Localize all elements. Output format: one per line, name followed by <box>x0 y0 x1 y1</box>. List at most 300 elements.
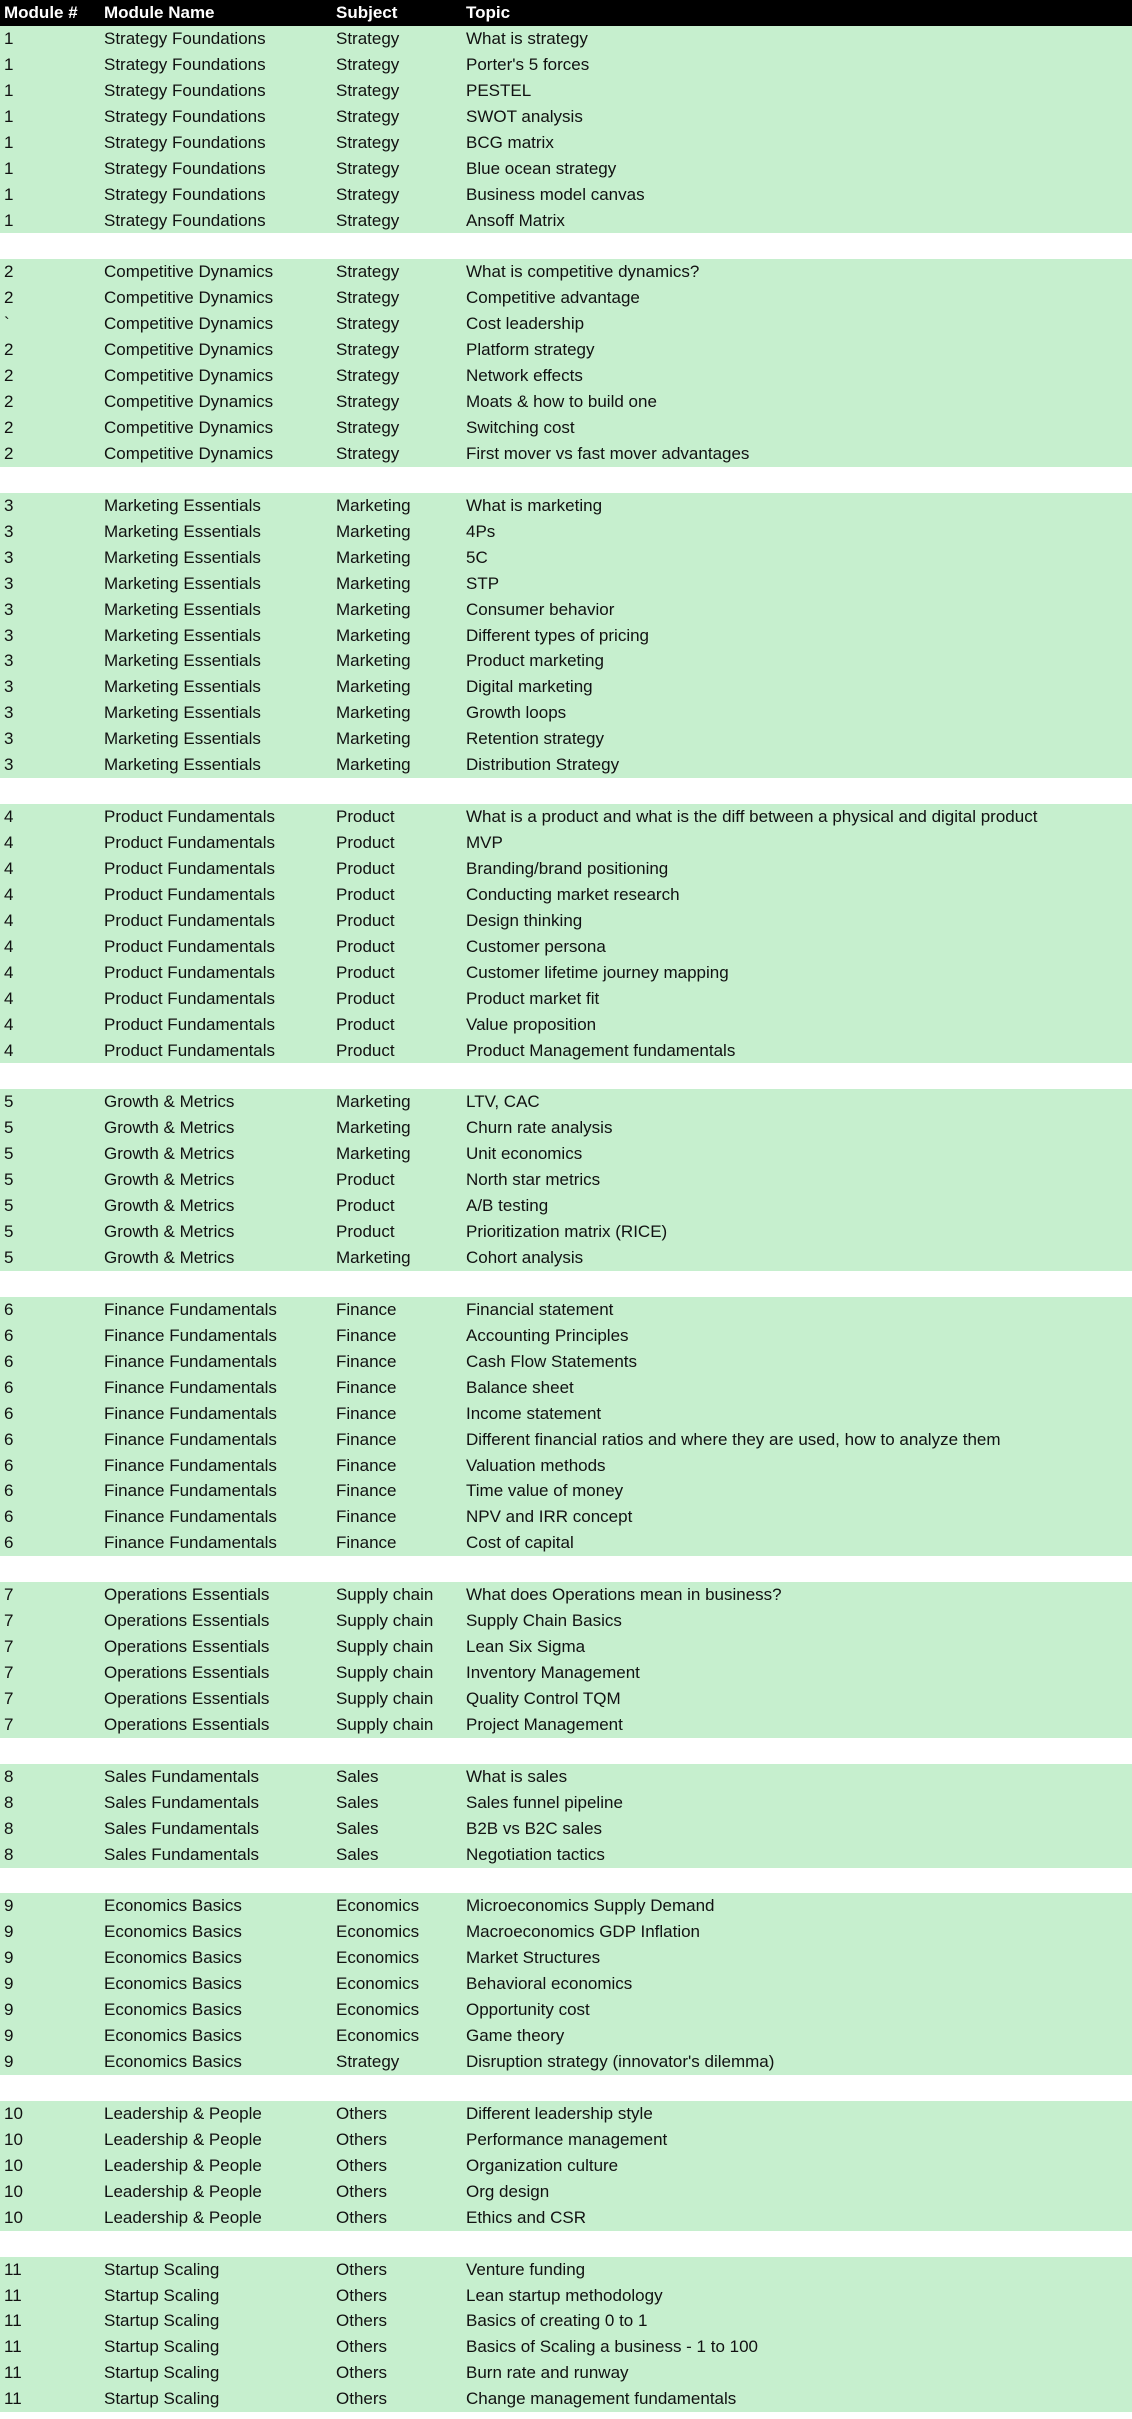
cell-module-number[interactable]: 8 <box>4 1844 14 1864</box>
cell-module-name[interactable]: Marketing Essentials <box>104 755 261 775</box>
cell-subject[interactable]: Others <box>336 2259 388 2279</box>
cell-module-number[interactable]: 9 <box>4 1922 14 1942</box>
cell-module-name[interactable]: Finance Fundamentals <box>104 1299 277 1319</box>
cell-module-name[interactable]: Strategy Foundations <box>104 132 266 152</box>
cell-module-number[interactable]: 3 <box>4 729 14 749</box>
cell-module-number[interactable]: 4 <box>4 936 14 956</box>
cell-topic[interactable]: What is sales <box>466 1766 568 1786</box>
cell-topic[interactable]: Value proposition <box>466 1014 597 1034</box>
cell-module-number[interactable]: 2 <box>4 392 14 412</box>
cell-subject[interactable]: Product <box>336 807 395 827</box>
cell-topic[interactable]: Cost leadership <box>466 314 585 334</box>
cell-module-number[interactable]: 6 <box>4 1403 14 1423</box>
cell-topic[interactable]: Consumer behavior <box>466 599 615 619</box>
cell-module-number[interactable]: 4 <box>4 962 14 982</box>
cell-topic[interactable]: Blue ocean strategy <box>466 158 617 178</box>
cell-module-number[interactable]: 9 <box>4 1896 14 1916</box>
cell-module-number[interactable]: 3 <box>4 755 14 775</box>
cell-module-name[interactable]: Growth & Metrics <box>104 1118 235 1138</box>
cell-subject[interactable]: Product <box>336 858 395 878</box>
cell-module-name[interactable]: Competitive Dynamics <box>104 340 274 360</box>
cell-topic[interactable]: Business model canvas <box>466 184 645 204</box>
cell-module-number[interactable]: 5 <box>4 1222 14 1242</box>
cell-subject[interactable]: Product <box>336 962 395 982</box>
cell-module-number[interactable]: 2 <box>4 288 14 308</box>
cell-module-number[interactable]: 3 <box>4 651 14 671</box>
cell-subject[interactable]: Strategy <box>336 54 400 74</box>
cell-module-name[interactable]: Leadership & People <box>104 2129 262 2149</box>
cell-module-number[interactable]: 9 <box>4 1948 14 1968</box>
cell-topic[interactable]: Switching cost <box>466 418 575 437</box>
cell-subject[interactable]: Supply chain <box>336 1611 434 1631</box>
cell-module-name[interactable]: Strategy Foundations <box>104 210 266 230</box>
cell-subject[interactable]: Strategy <box>336 158 400 178</box>
cell-module-name[interactable]: Strategy Foundations <box>104 106 266 126</box>
cell-topic[interactable]: Game theory <box>466 2026 565 2046</box>
cell-topic[interactable]: Digital marketing <box>466 677 593 697</box>
cell-module-name[interactable]: Marketing Essentials <box>104 677 261 697</box>
cell-topic[interactable]: Valuation methods <box>466 1455 606 1475</box>
cell-subject[interactable]: Economics <box>336 1948 420 1968</box>
cell-module-number[interactable]: 11 <box>4 2311 22 2331</box>
cell-module-name[interactable]: Startup Scaling <box>104 2337 220 2357</box>
cell-topic[interactable]: Product marketing <box>466 651 604 671</box>
cell-module-number[interactable]: 4 <box>4 858 14 878</box>
cell-topic[interactable]: What is strategy <box>466 28 588 48</box>
cell-topic[interactable]: Different leadership style <box>466 2103 653 2123</box>
cell-module-number[interactable]: 3 <box>4 573 14 593</box>
cell-subject[interactable]: Product <box>336 1170 395 1190</box>
cell-module-name[interactable]: Product Fundamentals <box>104 936 276 956</box>
cell-module-name[interactable]: Startup Scaling <box>104 2311 220 2331</box>
cell-module-name[interactable]: Finance Fundamentals <box>104 1481 277 1501</box>
cell-subject[interactable]: Product <box>336 1040 395 1060</box>
cell-module-name[interactable]: Economics Basics <box>104 2000 242 2020</box>
cell-topic[interactable]: Customer persona <box>466 936 606 956</box>
cell-module-name[interactable]: Product Fundamentals <box>104 884 276 904</box>
cell-subject[interactable]: Finance <box>336 1429 397 1449</box>
cell-subject[interactable]: Sales <box>336 1766 379 1786</box>
cell-topic[interactable]: North star metrics <box>466 1170 601 1190</box>
cell-subject[interactable]: Product <box>336 1014 395 1034</box>
cell-module-name[interactable]: Product Fundamentals <box>104 858 276 878</box>
cell-subject[interactable]: Economics <box>336 1896 420 1916</box>
cell-topic[interactable]: Inventory Management <box>466 1663 640 1682</box>
cell-module-number[interactable]: 1 <box>4 132 14 152</box>
cell-topic[interactable]: Income statement <box>466 1403 602 1423</box>
cell-subject[interactable]: Strategy <box>336 2052 400 2072</box>
cell-module-number[interactable]: 7 <box>4 1714 14 1734</box>
cell-subject[interactable]: Others <box>336 2129 388 2149</box>
cell-module-name[interactable]: Competitive Dynamics <box>104 443 274 463</box>
cell-module-number[interactable]: 1 <box>4 28 14 48</box>
cell-topic[interactable]: Growth loops <box>466 703 567 723</box>
cell-module-name[interactable]: Economics Basics <box>104 2026 242 2046</box>
cell-topic[interactable]: Competitive advantage <box>466 288 640 308</box>
cell-module-name[interactable]: Leadership & People <box>104 2207 262 2227</box>
cell-module-number[interactable]: 3 <box>4 703 14 723</box>
cell-topic[interactable]: Macroeconomics GDP Inflation <box>466 1922 701 1942</box>
cell-module-number[interactable]: 1 <box>4 158 14 178</box>
cell-subject[interactable]: Others <box>336 2285 388 2305</box>
cell-module-name[interactable]: Startup Scaling <box>104 2363 220 2383</box>
cell-module-number[interactable]: 4 <box>4 833 14 852</box>
cell-module-name[interactable]: Product Fundamentals <box>104 1040 276 1060</box>
cell-topic[interactable]: Cost of capital <box>466 1533 574 1553</box>
cell-module-number[interactable]: 1 <box>4 184 14 204</box>
cell-topic[interactable]: Distribution Strategy <box>466 755 620 775</box>
cell-module-number[interactable]: 1 <box>4 210 14 230</box>
cell-module-name[interactable]: Operations Essentials <box>104 1637 270 1657</box>
cell-subject[interactable]: Strategy <box>336 28 400 48</box>
cell-subject[interactable]: Finance <box>336 1325 397 1345</box>
cell-module-name[interactable]: Competitive Dynamics <box>104 418 274 437</box>
cell-module-name[interactable]: Strategy Foundations <box>104 158 266 178</box>
header-module-name[interactable]: Module Name <box>104 3 215 22</box>
cell-module-number[interactable]: 4 <box>4 910 14 930</box>
cell-module-name[interactable]: Product Fundamentals <box>104 962 276 982</box>
cell-module-number[interactable]: 1 <box>4 54 14 74</box>
cell-subject[interactable]: Others <box>336 2103 388 2123</box>
cell-topic[interactable]: Time value of money <box>466 1481 624 1501</box>
cell-topic[interactable]: Customer lifetime journey mapping <box>466 962 729 982</box>
cell-topic[interactable]: Cash Flow Statements <box>466 1351 638 1371</box>
cell-subject[interactable]: Finance <box>336 1299 397 1319</box>
cell-topic[interactable]: Behavioral economics <box>466 1974 633 1994</box>
cell-subject[interactable]: Strategy <box>336 184 400 204</box>
cell-module-number[interactable]: 4 <box>4 1040 14 1060</box>
cell-subject[interactable]: Sales <box>336 1818 379 1838</box>
cell-subject[interactable]: Strategy <box>336 340 400 360</box>
cell-subject[interactable]: Product <box>336 936 395 956</box>
cell-module-name[interactable]: Growth & Metrics <box>104 1144 235 1164</box>
spacer-row[interactable] <box>0 467 1132 493</box>
cell-module-number[interactable]: 5 <box>4 1092 14 1112</box>
cell-subject[interactable]: Others <box>336 2389 388 2409</box>
cell-subject[interactable]: Sales <box>336 1792 379 1812</box>
cell-subject[interactable]: Strategy <box>336 106 400 126</box>
cell-topic[interactable]: First mover vs fast mover advantages <box>466 443 750 463</box>
cell-topic[interactable]: Design thinking <box>466 910 583 930</box>
cell-subject[interactable]: Finance <box>336 1481 397 1501</box>
cell-module-number[interactable]: 3 <box>4 547 14 567</box>
cell-topic[interactable]: What is a product and what is the diff between a physical and digital product <box>466 807 1038 827</box>
cell-module-number[interactable]: 1 <box>4 80 14 100</box>
cell-subject[interactable]: Supply chain <box>336 1637 434 1657</box>
cell-topic[interactable]: Performance management <box>466 2129 668 2149</box>
cell-subject[interactable]: Economics <box>336 2000 420 2020</box>
cell-module-name[interactable]: Growth & Metrics <box>104 1092 235 1112</box>
cell-subject[interactable]: Sales <box>336 1844 379 1864</box>
cell-topic[interactable]: Ansoff Matrix <box>466 210 565 230</box>
cell-module-name[interactable]: Strategy Foundations <box>104 184 266 204</box>
cell-topic[interactable]: Project Management <box>466 1714 623 1734</box>
cell-subject[interactable]: Product <box>336 1196 395 1216</box>
cell-subject[interactable]: Product <box>336 910 395 930</box>
cell-module-name[interactable]: Economics Basics <box>104 2052 242 2072</box>
cell-topic[interactable]: Conducting market research <box>466 884 680 904</box>
cell-topic[interactable]: Prioritization matrix (RICE) <box>466 1222 668 1242</box>
spacer-row[interactable] <box>0 233 1132 259</box>
cell-subject[interactable]: Others <box>336 2181 388 2201</box>
cell-module-name[interactable]: Growth & Metrics <box>104 1222 235 1242</box>
cell-module-name[interactable]: Operations Essentials <box>104 1585 270 1605</box>
cell-module-number[interactable]: 4 <box>4 1014 14 1034</box>
cell-module-name[interactable]: Marketing Essentials <box>104 521 261 541</box>
cell-subject[interactable]: Finance <box>336 1351 397 1371</box>
spacer-row[interactable] <box>0 1063 1132 1089</box>
cell-module-name[interactable]: Operations Essentials <box>104 1663 270 1682</box>
cell-subject[interactable]: Others <box>336 2337 388 2357</box>
cell-module-name[interactable]: Finance Fundamentals <box>104 1533 277 1553</box>
cell-module-number[interactable]: 11 <box>4 2337 22 2357</box>
header-subject[interactable]: Subject <box>336 3 398 22</box>
cell-subject[interactable]: Others <box>336 2207 388 2227</box>
cell-module-name[interactable]: Competitive Dynamics <box>104 288 274 308</box>
cell-module-number[interactable]: 3 <box>4 677 14 697</box>
cell-module-name[interactable]: Strategy Foundations <box>104 54 266 74</box>
spacer-row[interactable] <box>0 1271 1132 1297</box>
cell-module-number[interactable]: 3 <box>4 495 14 515</box>
cell-module-number[interactable]: 7 <box>4 1585 14 1605</box>
cell-topic[interactable]: Supply Chain Basics <box>466 1611 622 1631</box>
cell-topic[interactable]: BCG matrix <box>466 132 554 152</box>
cell-module-name[interactable]: Growth & Metrics <box>104 1248 235 1267</box>
cell-module-number[interactable]: 8 <box>4 1818 14 1838</box>
cell-module-name[interactable]: Marketing Essentials <box>104 625 261 645</box>
cell-topic[interactable]: Different types of pricing <box>466 625 649 645</box>
cell-subject[interactable]: Marketing <box>336 521 411 541</box>
cell-subject[interactable]: Marketing <box>336 1248 411 1267</box>
cell-topic[interactable]: Financial statement <box>466 1299 614 1319</box>
cell-module-number[interactable]: 6 <box>4 1533 14 1553</box>
cell-subject[interactable]: Others <box>336 2311 388 2331</box>
cell-topic[interactable]: Different financial ratios and where they are used, how to analyze them <box>466 1429 1001 1449</box>
cell-module-number[interactable]: 2 <box>4 366 14 386</box>
cell-module-number[interactable]: 7 <box>4 1611 14 1631</box>
cell-module-number[interactable]: 3 <box>4 521 14 541</box>
cell-module-number[interactable]: 3 <box>4 599 14 619</box>
cell-module-name[interactable]: Product Fundamentals <box>104 1014 276 1034</box>
cell-topic[interactable]: Balance sheet <box>466 1377 574 1397</box>
cell-module-name[interactable]: Competitive Dynamics <box>104 366 274 386</box>
cell-subject[interactable]: Finance <box>336 1533 397 1553</box>
cell-subject[interactable]: Economics <box>336 1974 420 1994</box>
cell-module-name[interactable]: Operations Essentials <box>104 1714 270 1734</box>
cell-module-name[interactable]: Product Fundamentals <box>104 807 276 827</box>
cell-module-number[interactable]: 11 <box>4 2259 22 2279</box>
cell-subject[interactable]: Strategy <box>336 80 400 100</box>
cell-subject[interactable]: Marketing <box>336 755 411 775</box>
cell-module-name[interactable]: Economics Basics <box>104 1948 242 1968</box>
cell-topic[interactable]: A/B testing <box>466 1196 549 1216</box>
cell-subject[interactable]: Marketing <box>336 651 411 671</box>
cell-topic[interactable]: Organization culture <box>466 2155 619 2175</box>
cell-subject[interactable]: Finance <box>336 1377 397 1397</box>
cell-module-name[interactable]: Economics Basics <box>104 1922 242 1942</box>
cell-subject[interactable]: Marketing <box>336 703 411 723</box>
cell-topic[interactable]: Disruption strategy (innovator's dilemma) <box>466 2052 775 2072</box>
cell-topic[interactable]: B2B vs B2C sales <box>466 1818 603 1838</box>
cell-module-name[interactable]: Competitive Dynamics <box>104 314 274 334</box>
cell-module-number[interactable]: 10 <box>4 2155 23 2175</box>
cell-module-number[interactable]: 5 <box>4 1196 14 1216</box>
cell-module-name[interactable]: Product Fundamentals <box>104 910 276 930</box>
cell-module-number[interactable]: 11 <box>4 2389 22 2409</box>
spacer-row[interactable] <box>0 1868 1132 1894</box>
cell-module-number[interactable]: 5 <box>4 1248 14 1267</box>
cell-subject[interactable]: Others <box>336 2155 388 2175</box>
cell-module-number[interactable]: 9 <box>4 2052 14 2072</box>
cell-module-name[interactable]: Sales Fundamentals <box>104 1844 259 1864</box>
cell-module-name[interactable]: Marketing Essentials <box>104 573 261 593</box>
cell-module-number[interactable]: 9 <box>4 2026 14 2046</box>
cell-subject[interactable]: Strategy <box>336 443 400 463</box>
cell-module-name[interactable]: Finance Fundamentals <box>104 1351 277 1371</box>
cell-subject[interactable]: Strategy <box>336 314 400 334</box>
cell-topic[interactable]: Sales funnel pipeline <box>466 1792 623 1812</box>
cell-module-name[interactable]: Strategy Foundations <box>104 80 266 100</box>
cell-topic[interactable]: Retention strategy <box>466 729 604 749</box>
cell-subject[interactable]: Marketing <box>336 677 411 697</box>
cell-topic[interactable]: Network effects <box>466 366 583 386</box>
cell-module-number[interactable]: 9 <box>4 1974 14 1994</box>
cell-subject[interactable]: Product <box>336 884 395 904</box>
cell-subject[interactable]: Product <box>336 988 395 1008</box>
cell-subject[interactable]: Marketing <box>336 547 411 567</box>
cell-module-number[interactable]: 1 <box>4 106 14 126</box>
cell-topic[interactable]: STP <box>466 573 500 593</box>
cell-subject[interactable]: Others <box>336 2363 388 2383</box>
cell-module-name[interactable]: Competitive Dynamics <box>104 262 274 282</box>
cell-module-number[interactable]: 5 <box>4 1118 14 1138</box>
cell-module-number[interactable]: 10 <box>4 2207 23 2227</box>
cell-module-number[interactable]: 8 <box>4 1792 14 1812</box>
cell-subject[interactable]: Strategy <box>336 366 400 386</box>
cell-module-number[interactable]: ` <box>4 314 10 334</box>
cell-module-name[interactable]: Finance Fundamentals <box>104 1507 277 1527</box>
cell-subject[interactable]: Supply chain <box>336 1585 434 1605</box>
cell-topic[interactable]: 4Ps <box>466 521 496 541</box>
cell-module-name[interactable]: Competitive Dynamics <box>104 392 274 412</box>
cell-topic[interactable]: PESTEL <box>466 80 532 100</box>
cell-module-number[interactable]: 4 <box>4 988 14 1008</box>
cell-topic[interactable]: Lean startup methodology <box>466 2285 663 2305</box>
cell-subject[interactable]: Marketing <box>336 573 411 593</box>
cell-module-name[interactable]: Startup Scaling <box>104 2259 220 2279</box>
spacer-row[interactable] <box>0 1556 1132 1582</box>
cell-module-name[interactable]: Economics Basics <box>104 1896 242 1916</box>
cell-topic[interactable]: Cohort analysis <box>466 1248 584 1267</box>
spacer-row[interactable] <box>0 778 1132 804</box>
cell-module-number[interactable]: 2 <box>4 443 14 463</box>
cell-module-number[interactable]: 6 <box>4 1507 14 1527</box>
cell-module-number[interactable]: 4 <box>4 884 14 904</box>
header-module-number[interactable]: Module # <box>4 3 78 22</box>
cell-module-number[interactable]: 2 <box>4 340 14 360</box>
cell-topic[interactable]: SWOT analysis <box>466 106 583 126</box>
cell-module-number[interactable]: 11 <box>4 2363 22 2383</box>
cell-module-number[interactable]: 10 <box>4 2103 23 2123</box>
cell-subject[interactable]: Marketing <box>336 1118 411 1138</box>
cell-module-name[interactable]: Marketing Essentials <box>104 729 261 749</box>
cell-module-number[interactable]: 7 <box>4 1688 14 1708</box>
cell-module-name[interactable]: Operations Essentials <box>104 1611 270 1631</box>
cell-module-number[interactable]: 6 <box>4 1377 14 1397</box>
cell-module-name[interactable]: Finance Fundamentals <box>104 1429 277 1449</box>
cell-topic[interactable]: Change management fundamentals <box>466 2389 737 2409</box>
spacer-row[interactable] <box>0 2075 1132 2101</box>
cell-topic[interactable]: Porter's 5 forces <box>466 54 590 74</box>
cell-module-number[interactable]: 8 <box>4 1766 14 1786</box>
spacer-row[interactable] <box>0 1738 1132 1764</box>
cell-module-name[interactable]: Economics Basics <box>104 1974 242 1994</box>
cell-module-number[interactable]: 10 <box>4 2181 23 2201</box>
cell-module-number[interactable]: 3 <box>4 625 14 645</box>
cell-subject[interactable]: Strategy <box>336 210 400 230</box>
cell-module-name[interactable]: Strategy Foundations <box>104 28 266 48</box>
cell-module-number[interactable]: 2 <box>4 418 14 437</box>
cell-module-name[interactable]: Sales Fundamentals <box>104 1792 259 1812</box>
cell-module-number[interactable]: 10 <box>4 2129 23 2149</box>
cell-module-number[interactable]: 6 <box>4 1351 14 1371</box>
cell-module-number[interactable]: 6 <box>4 1481 14 1501</box>
cell-subject[interactable]: Marketing <box>336 599 411 619</box>
cell-subject[interactable]: Product <box>336 833 395 852</box>
cell-topic[interactable]: Microeconomics Supply Demand <box>466 1896 715 1916</box>
cell-topic[interactable]: What does Operations mean in business? <box>466 1585 782 1605</box>
cell-topic[interactable]: Basics of creating 0 to 1 <box>466 2311 648 2331</box>
cell-topic[interactable]: Product Management fundamentals <box>466 1040 736 1060</box>
cell-module-number[interactable]: 11 <box>4 2285 22 2305</box>
cell-module-number[interactable]: 6 <box>4 1299 14 1319</box>
cell-topic[interactable]: Venture funding <box>466 2259 586 2279</box>
header-topic[interactable]: Topic <box>466 3 511 22</box>
cell-module-number[interactable]: 6 <box>4 1429 14 1449</box>
cell-topic[interactable]: Opportunity cost <box>466 2000 590 2020</box>
cell-subject[interactable]: Supply chain <box>336 1663 434 1682</box>
cell-subject[interactable]: Strategy <box>336 392 400 412</box>
cell-subject[interactable]: Supply chain <box>336 1688 434 1708</box>
cell-subject[interactable]: Marketing <box>336 625 411 645</box>
cell-subject[interactable]: Product <box>336 1222 395 1242</box>
cell-module-name[interactable]: Marketing Essentials <box>104 599 261 619</box>
cell-topic[interactable]: What is marketing <box>466 495 603 515</box>
cell-topic[interactable]: 5C <box>466 547 488 567</box>
cell-module-name[interactable]: Leadership & People <box>104 2181 262 2201</box>
cell-module-name[interactable]: Marketing Essentials <box>104 651 261 671</box>
cell-subject[interactable]: Strategy <box>336 262 400 282</box>
cell-module-name[interactable]: Product Fundamentals <box>104 988 276 1008</box>
cell-module-name[interactable]: Growth & Metrics <box>104 1170 235 1190</box>
cell-module-name[interactable]: Leadership & People <box>104 2103 262 2123</box>
cell-module-number[interactable]: 6 <box>4 1455 14 1475</box>
cell-topic[interactable]: Org design <box>466 2181 550 2201</box>
cell-module-number[interactable]: 7 <box>4 1663 14 1682</box>
cell-subject[interactable]: Marketing <box>336 729 411 749</box>
cell-topic[interactable]: Basics of Scaling a business - 1 to 100 <box>466 2337 758 2357</box>
cell-topic[interactable]: Churn rate analysis <box>466 1118 613 1138</box>
cell-module-name[interactable]: Sales Fundamentals <box>104 1766 259 1786</box>
cell-subject[interactable]: Marketing <box>336 1092 411 1112</box>
cell-topic[interactable]: Market Structures <box>466 1948 601 1968</box>
cell-topic[interactable]: Branding/brand positioning <box>466 858 669 878</box>
cell-module-name[interactable]: Sales Fundamentals <box>104 1818 259 1838</box>
cell-module-name[interactable]: Startup Scaling <box>104 2389 220 2409</box>
cell-subject[interactable]: Strategy <box>336 132 400 152</box>
cell-topic[interactable]: What is competitive dynamics? <box>466 262 700 282</box>
cell-topic[interactable]: Negotiation tactics <box>466 1844 605 1864</box>
